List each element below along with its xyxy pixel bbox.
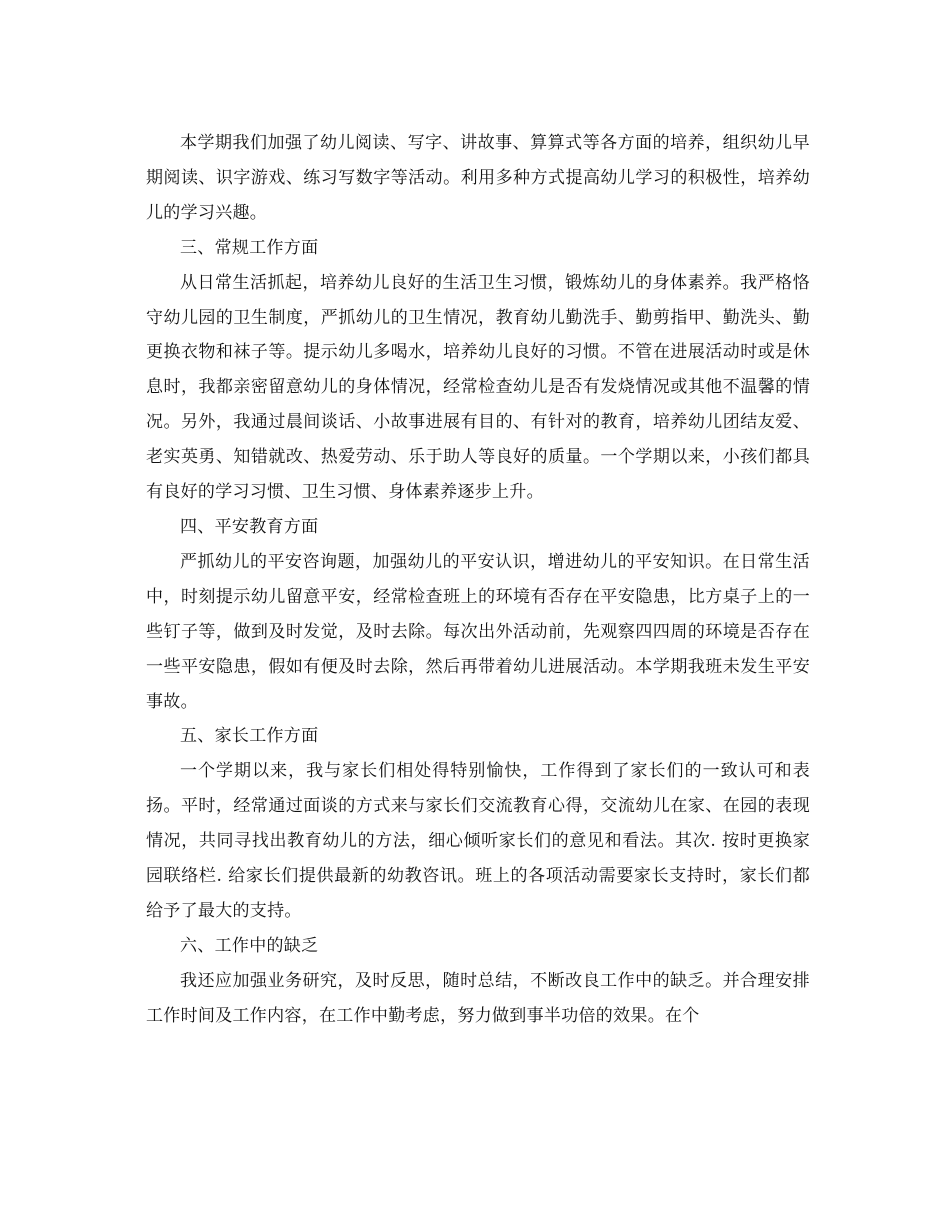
heading-safety-education: 四、平安教育方面 — [180, 516, 319, 537]
paragraph-routine-work: 从日常生活抓起，培养幼儿良好的生活卫生习惯，锻炼幼儿的身体素养。我严格恪守幼儿园的卫生制度，严抓幼儿的卫生情况，教育幼儿勤洗手、勤剪指甲、勤洗头、勤更换衣物和袜子等。提示幼儿多喝水，培养幼儿良好的习惯。不管在进展活动时或是休息时，我都亲密留意幼儿的身体情况，经常检查幼儿是否有发烧情况或其他不温馨的情况。另外，我通过晨间谈话、小故事进展有目的、有针对的教育，培养幼儿团结友爱、老实英勇、知错就改、热爱劳动、乐于助人等良好的质量。一个学期以来，小孩们都具有良好的学习习惯、卫生习惯、身体素养逐步上升。 — [146, 272, 810, 503]
heading-shortcomings: 六、工作中的缺乏 — [180, 935, 319, 956]
paragraph-safety-education: 严抓幼儿的平安咨询题，加强幼儿的平安认识，增进幼儿的平安知识。在日常生活中，时刻提示幼儿留意平安，经常检查班上的环境有否存在平安隐患，比方桌子上的一些钉子等，做到及时发觉，及时去除。每次出外活动前，先观察四四周的环境是否存在一些平安隐患，假如有便及时去除，然后再带着幼儿进展活动。本学期我班未发生平安事故。 — [146, 551, 810, 712]
paragraph-shortcomings: 我还应加强业务研究，及时反思，随时总结，不断改良工作中的缺乏。并合理安排工作时间及工作内容，在工作中勤考虑，努力做到事半功倍的效果。在个 — [146, 970, 810, 1026]
paragraph-parent-work: 一个学期以来，我与家长们相处得特别愉快，工作得到了家长们的一致认可和表扬。平时，经常通过面谈的方式来与家长们交流教育心得，交流幼儿在家、在园的表现情况，共同寻找出教育幼儿的方法，细心倾听家长们的意见和看法。其次. 按时更换家园联络栏. 给家长们提供最新的幼教咨讯。班上的各项活动需要家长支持时，家长们都给予了最大的支持。 — [146, 761, 810, 921]
document-page — [146, 126, 810, 1034]
heading-parent-work: 五、家长工作方面 — [180, 726, 319, 747]
paragraph-learning: 本学期我们加强了幼儿阅读、写字、讲故事、算算式等各方面的培养，组织幼儿早期阅读、识字游戏、练习写数字等活动。利用多种方式提高幼儿学习的积极性，培养幼儿的学习兴趣。 — [146, 133, 810, 223]
heading-routine-work: 三、常规工作方面 — [180, 237, 319, 258]
